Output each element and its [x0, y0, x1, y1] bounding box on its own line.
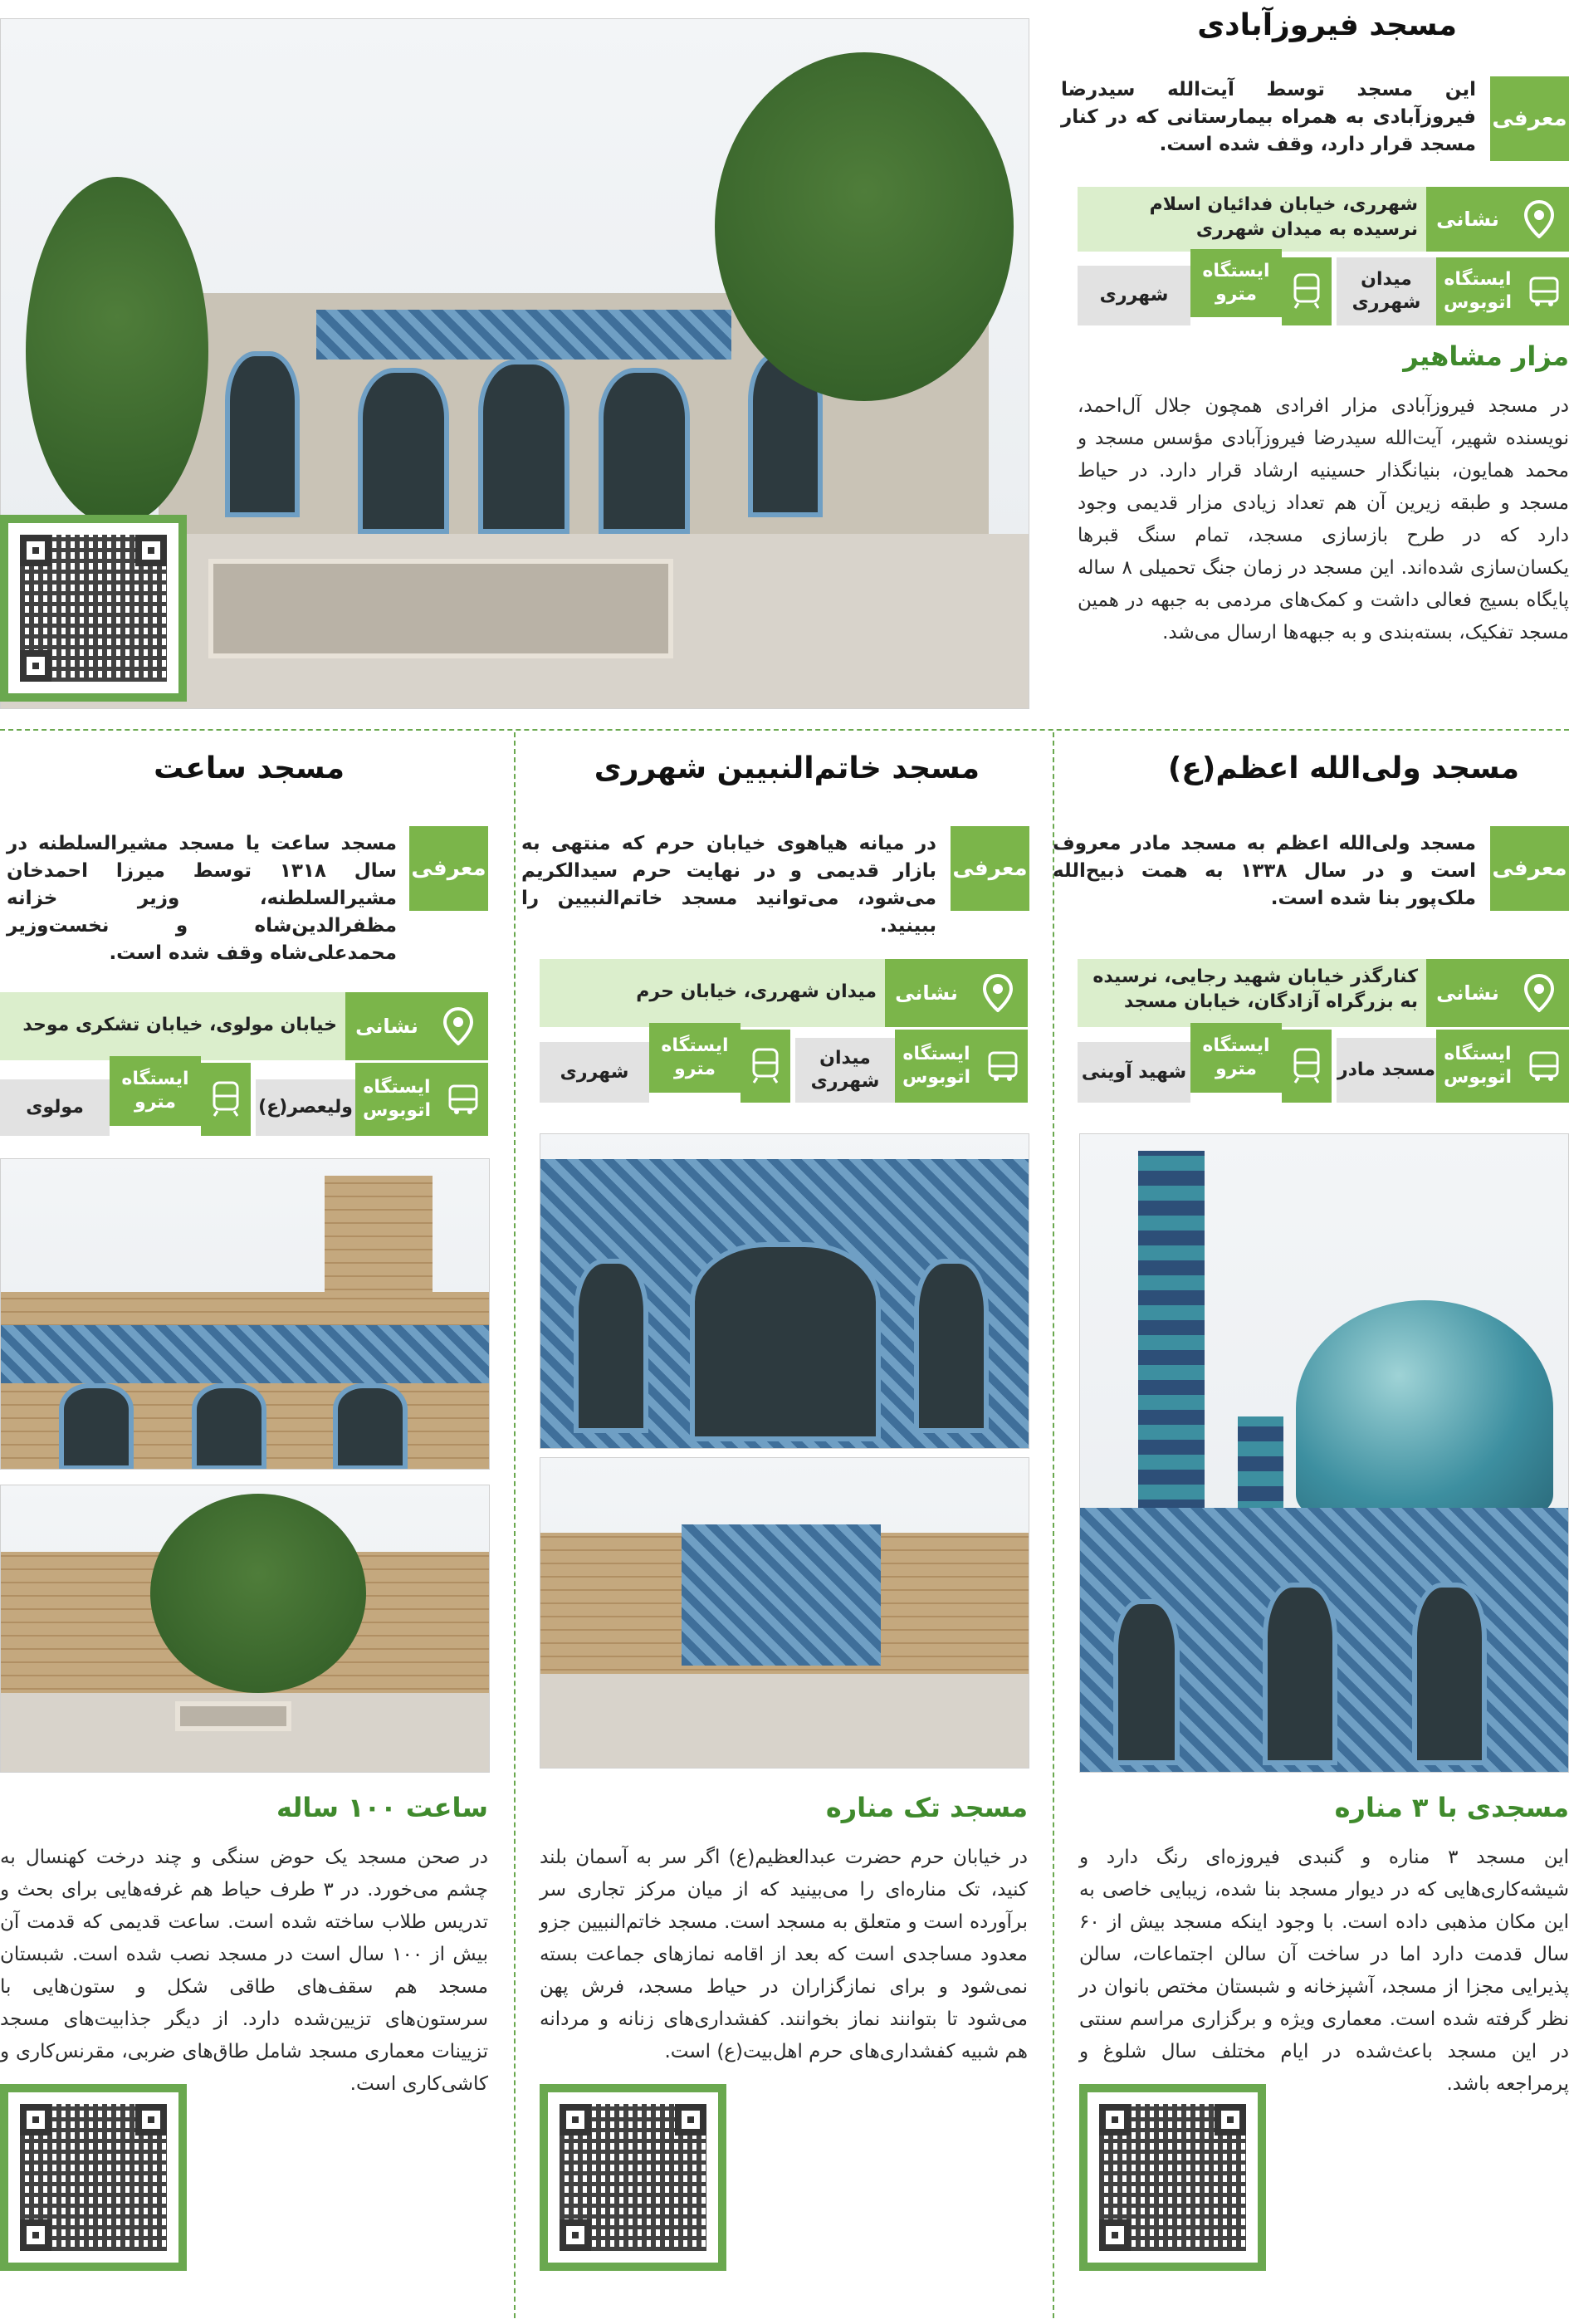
- khatam-photo-facade: [540, 1133, 1029, 1449]
- saat-section-title: ساعت ۱۰۰ ساله: [276, 1792, 488, 1823]
- column-divider-left: [514, 732, 516, 2318]
- saat-title: مسجد ساعت: [154, 751, 345, 785]
- saat-address-label: نشانی: [345, 992, 428, 1060]
- saat-metro-label: ایستگاه مترو: [110, 1056, 201, 1126]
- saat-intro: مسجد ساعت یا مسجد مشیرالسلطنه در سال ۱۳۱۸ توسط میرزا احمدخان مشیرالسلطنه، وزیر خزانه مظفرالدین‌شاه و نخست‌وزیر محمدعلی‌شاه وقف شده است.: [7, 833, 397, 964]
- bus-icon: [438, 1063, 488, 1136]
- khatam-section-title: مسجد تک مناره: [825, 1792, 1028, 1823]
- metro-icon: [201, 1063, 251, 1136]
- firouzabadi-intro-label: معرفی: [1490, 76, 1569, 161]
- khatam-intro: در میانه هیاهوی خیابان حرم که منتهی به بازار قدیمی و در نهایت حرم سیدالکریم می‌شود، می‌توانید مسجد خاتم‌النبیین را ببینید.: [521, 833, 936, 937]
- valiasr-intro: مسجد ولی‌الله اعظم به مسجد مادر معروف است و در سال ۱۳۳۸ به همت ذبیح‌الله ملک‌پور بنا شده است.: [1053, 833, 1476, 909]
- valiasr-address: کنارگذر خیابان شهید رجایی، نرسیده به بزرگراه آزادگان، خیابان مسجد: [1092, 966, 1418, 1012]
- valiasr-address-label: نشانی: [1426, 959, 1509, 1027]
- firouzabadi-qr-code[interactable]: [0, 515, 187, 702]
- valiasr-bus-label: ایستگاه اتوبوس: [1436, 1030, 1519, 1103]
- saat-body: در صحن مسجد یک حوض سنگی و چند درخت کهنسال به چشم می‌خورد. در ۳ طرف حیاط هم غرفه‌هایی برای بحث و تدریس طلاب ساخته شده است. ساعت قدیمی که قدمت آن بیش از ۱۰۰ سال است در مسجد نصب شده است. شبستان مسجد هم سقف‌های طاقی شکل و ستون‌هایی با سرستون‌های تزیین‌شده دارد. از دیگر جذابیت‌های مسجد تزیینات معماری مسجد شامل طاق‌های ضربی، مقرنس‌کاری و کاشی‌کاری است.: [0, 1847, 488, 2095]
- firouzabadi-bus-value: میدان شهرری: [1337, 257, 1436, 325]
- khatam-metro-value: شهرری: [540, 1042, 649, 1103]
- location-pin-icon: [968, 959, 1028, 1027]
- firouzabadi-section-title: مزار مشاهیر: [1403, 340, 1569, 372]
- metro-icon: [1282, 1030, 1332, 1103]
- saat-metro-value: مولوی: [0, 1079, 110, 1136]
- firouzabadi-address: شهرری، خیابان فدائیان اسلام نرسیده به میدان شهرری: [1149, 194, 1418, 240]
- saat-bus-label: ایستگاه اتوبوس: [355, 1063, 438, 1136]
- khatam-address: میدان شهرری، خیابان حرم: [636, 981, 877, 1002]
- firouzabadi-bus-label: ایستگاه اتوبوس: [1436, 257, 1519, 325]
- saat-intro-label: معرفی: [409, 826, 488, 911]
- firouzabadi-intro: این مسجد توسط آیت‌الله سیدرضا فیروزآبادی به همراه بیمارستانی که در کنار مسجد قرار دارد، وقف شده است.: [1061, 79, 1476, 155]
- khatam-intro-label: معرفی: [951, 826, 1029, 911]
- valiasr-section-title: مسجدی با ۳ مناره: [1334, 1792, 1569, 1823]
- valiasr-photo: [1079, 1133, 1569, 1773]
- firouzabadi-title: مسجد فیروزآبادی: [1197, 8, 1457, 42]
- firouzabadi-metro-label: ایستگاه مترو: [1190, 249, 1282, 317]
- firouzabadi-body: در مسجد فیروزآبادی مزار افرادی همچون جلال آل‌احمد، نویسنده شهیر، آیت‌الله سیدرضا فیروزآبادی مؤسس مسجد و محمد همایون، بنیانگذار حسینیه ارشاد قرار دارد. در حیاط مسجد و طبقه زیرین آن هم تعداد زیادی مزار قدیمی وجود دارد که در طرح بازسازی مسجد، تمام سنگ قبرها یکسان‌سازی شده‌اند. این مسجد در زمان جنگ تحمیلی ۸ ساله پایگاه بسیج فعالی داشت و کمک‌های مردمی به جبهه در همین مسجد تفکیک، بسته‌بندی و به جبهه‌ها ارسال می‌شد.: [1078, 395, 1569, 643]
- valiasr-title: مسجد ولی‌الله اعظم(ع): [1167, 751, 1519, 785]
- saat-bus-value: ولیعصر(ع): [256, 1079, 355, 1136]
- valiasr-body: این مسجد ۳ مناره و گنبدی فیروزه‌ای رنگ دارد و شیشه‌کاری‌هایی که در دیوار مسجد بنا شده، زیبایی خاصی به این مکان مذهبی داده است. با وجود اینکه مسجد بیش از ۶۰ سال قدمت دارد اما در ساخت آن سالن اجتماعات، سالن پذیرایی مجزا از مسجد، آشپزخانه و شبستان مختص بانوان در نظر گرفته شده است. معماری ویژه و برگزاری مراسم سنتی در این مسجد باعث‌شده در ایام مختلف سال شلوغ و پرمراجعه باشد.: [1079, 1847, 1569, 2095]
- khatam-qr-code[interactable]: [540, 2084, 726, 2271]
- top-divider: [0, 729, 1569, 731]
- valiasr-intro-label: معرفی: [1490, 826, 1569, 911]
- firouzabadi-metro-value: شهرری: [1078, 266, 1190, 325]
- location-pin-icon: [428, 992, 488, 1060]
- valiasr-qr-code[interactable]: [1079, 2084, 1266, 2271]
- khatam-body: در خیابان حرم حضرت عبدالعظیم(ع) اگر سر به آسمان بلند کنید، تک مناره‌ای را می‌بینید که از میان مرکز تجاری سر برآورده است و متعلق به مسجد است. مسجد خاتم‌النبیین جزو معدود مساجدی است که بعد از اقامه نمازهای جماعت بسته نمی‌شود و برای نمازگزاران در حیاط مسجد، فرش پهن می‌شود تا بتوانند نماز بخوانند. کفشداری‌های زنانه و مردانه هم شبیه کفشداری‌های حرم اهل‌بیت(ع) است.: [540, 1847, 1028, 2062]
- valiasr-bus-value: مسجد مادر: [1337, 1038, 1436, 1103]
- khatam-photo-courtyard: [540, 1457, 1029, 1769]
- bus-icon: [1519, 1030, 1569, 1103]
- location-pin-icon: [1509, 187, 1569, 252]
- khatam-address-label: نشانی: [885, 959, 968, 1027]
- saat-photo-courtyard: [0, 1485, 490, 1773]
- khatam-bus-label: ایستگاه اتوبوس: [895, 1030, 978, 1103]
- column-divider-right: [1053, 732, 1054, 2318]
- bus-icon: [978, 1030, 1028, 1103]
- khatam-title: مسجد خاتم‌النبیین شهرری: [594, 751, 980, 785]
- khatam-metro-label: ایستگاه مترو: [649, 1023, 741, 1093]
- saat-address: خیابان مولوی، خیابان تشکری موحد: [22, 1015, 337, 1035]
- bus-icon: [1519, 257, 1569, 325]
- metro-icon: [1282, 257, 1332, 325]
- valiasr-metro-value: شهید آوینی: [1078, 1042, 1190, 1103]
- location-pin-icon: [1509, 959, 1569, 1027]
- khatam-bus-value: میدان شهرری: [795, 1038, 895, 1103]
- firouzabadi-address-label: نشانی: [1426, 187, 1509, 252]
- saat-qr-code[interactable]: [0, 2084, 187, 2271]
- saat-photo-clock-tower: [0, 1158, 490, 1470]
- valiasr-metro-label: ایستگاه مترو: [1190, 1023, 1282, 1093]
- metro-icon: [741, 1030, 790, 1103]
